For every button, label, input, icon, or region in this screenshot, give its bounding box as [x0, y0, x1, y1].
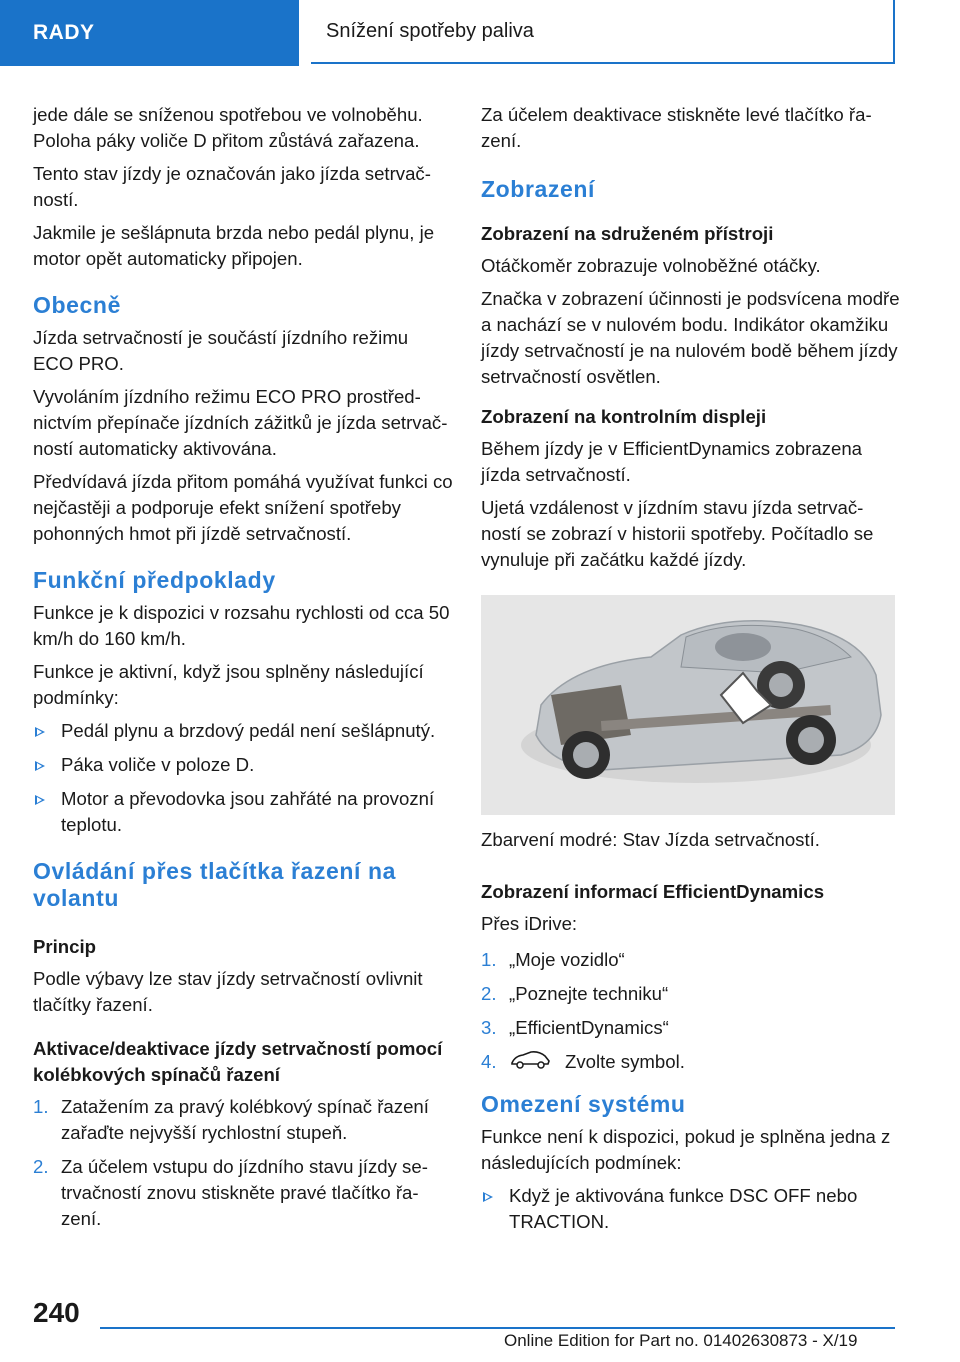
- header-title: Snížení spotřeby paliva: [311, 0, 895, 64]
- list-item: [481, 1049, 901, 1077]
- left-column: [33, 102, 453, 1240]
- step-number: 2.: [33, 1156, 49, 1177]
- conditions-list: [33, 718, 453, 838]
- paragraph: Značka v zobrazení účinnosti je podsvícena modře a nachází se v nulovém bodu. Indikátor okamžiku jízdy setrvačností je na nulovém bodě během jízdy setrvačností osvětlen.: [481, 288, 900, 387]
- heading-funkcni-predpoklady: Funkční předpoklady: [33, 567, 276, 593]
- car-drivetrain-icon: [481, 595, 895, 815]
- car-symbol-icon: [509, 1050, 551, 1077]
- menu-steps-list: [481, 947, 901, 1077]
- paragraph: Otáčkoměr zobrazuje volnoběžné otáčky.: [481, 255, 821, 276]
- list-item-text: Motor a převodovka jsou zahřáté na provozní teplotu.: [61, 788, 435, 835]
- heading-omezeni-systemu: Omezení systému: [481, 1090, 686, 1117]
- triangle-bullet-icon: [35, 795, 45, 805]
- list-item-text: Pedál plynu a brzdový pedál není sešlápnutý.: [61, 720, 436, 741]
- footer-divider: [100, 1327, 895, 1329]
- page-number: 240: [33, 1297, 80, 1328]
- paragraph: Přes iDrive:: [481, 913, 578, 934]
- step-number: 3.: [481, 1017, 497, 1038]
- paragraph: Za účelem deaktivace stiskněte levé tlačítko řa-zení.: [481, 104, 872, 151]
- paragraph: Jakmile je sešlápnuta brzda nebo pedál plynu, je motor opět automaticky připojen.: [33, 222, 435, 269]
- heading-informaci-efficientdynamics: Zobrazení informací EfficientDynamics: [481, 881, 825, 902]
- step-number: 1.: [481, 949, 497, 970]
- step-number: 2.: [481, 983, 497, 1004]
- triangle-bullet-icon: [35, 761, 45, 771]
- paragraph: Funkce je aktivní, když jsou splněny následující podmínky:: [33, 661, 424, 708]
- heading-aktivace: Aktivace/deaktivace jízdy setrvačností pomocí kolébkových spínačů řazení: [33, 1038, 443, 1085]
- triangle-bullet-icon: [483, 1192, 493, 1202]
- paragraph: Funkce je k dispozici v rozsahu rychlosti od cca 50 km/h do 160 km/h.: [33, 602, 450, 649]
- edition-info: Online Edition for Part no. 01402630873 - X/19: [504, 1331, 858, 1350]
- list-item: [33, 786, 453, 838]
- list-item: [33, 1154, 453, 1232]
- heading-ovladani: Ovládání přes tlačítka řazení na volantu: [33, 858, 397, 911]
- limits-list: [481, 1183, 901, 1235]
- heading-zobrazeni: Zobrazení: [481, 176, 596, 202]
- paragraph: Tento stav jízdy je označován jako jízda setrvač-ností.: [33, 163, 431, 210]
- header-section: RADY: [0, 0, 299, 66]
- list-item: [481, 1183, 901, 1235]
- paragraph: Během jízdy je v EfficientDynamics zobrazena jízda setrvačností.: [481, 438, 862, 485]
- list-item: [481, 1015, 901, 1041]
- list-item-text: Zvolte symbol.: [565, 1051, 685, 1072]
- list-item-text: Za účelem vstupu do jízdního stavu jízdy se-trvačností znovu stiskněte pravé tlačítko řa-zení.: [61, 1156, 428, 1229]
- list-item-text: „EfficientDynamics“: [509, 1017, 669, 1038]
- list-item-text: Zatažením za pravý kolébkový spínač řazení zařaďte nejvyšší rychlostní stupeň.: [61, 1096, 429, 1143]
- paragraph: Funkce není k dispozici, pokud je splněna jedna z následujících podmínek:: [481, 1125, 891, 1173]
- heading-obecne: Obecně: [33, 292, 121, 318]
- steps-list: [33, 1094, 453, 1232]
- list-item: [481, 947, 901, 973]
- paragraph: Podle výbavy lze stav jízdy setrvačností ovlivnit tlačítky řazení.: [33, 968, 423, 1015]
- list-item-text: „Poznejte techniku“: [509, 983, 669, 1004]
- triangle-bullet-icon: [35, 727, 45, 737]
- paragraph: Ujetá vzdálenost v jízdním stavu jízda setrvač-ností se zobrazí v historii spotřeby. Počítadlo se vynuluje při začátku každé jízdy.: [481, 497, 874, 570]
- list-item: [481, 981, 901, 1007]
- paragraph: jede dále se sníženou spotřebou ve volnoběhu. Poloha páky voliče D přitom zůstává zařazena.: [33, 104, 423, 151]
- list-item: [33, 718, 453, 744]
- paragraph: Předvídavá jízda přitom pomáhá využívat funkci co nejčastěji a podporuje efekt snížení spotřeby pohonných hmot při jízdě setrvačností.: [33, 471, 453, 544]
- right-column: [481, 102, 901, 1243]
- list-item-text: „Moje vozidlo“: [509, 949, 625, 970]
- list-item-text: Páka voliče v poloze D.: [61, 754, 255, 775]
- paragraph: Vyvoláním jízdního režimu ECO PRO prostřed-nictvím přepínače jízdních zážitků je jízda setrvač-ností automaticky aktivována.: [33, 386, 448, 459]
- list-item-text: Když je aktivována funkce DSC OFF nebo TRACTION.: [509, 1184, 858, 1232]
- paragraph: Jízda setrvačností je součástí jízdního režimu ECO PRO.: [33, 327, 409, 374]
- heading-kontrolnim-displeji: Zobrazení na kontrolním displeji: [481, 406, 767, 427]
- heading-sdruzenem-pristroji: Zobrazení na sdruženém přístroji: [481, 223, 774, 244]
- list-item: [33, 752, 453, 778]
- figure-caption: Zbarvení modré: Stav Jízda setrvačností.: [481, 829, 820, 850]
- heading-princip: Princip: [33, 936, 97, 957]
- step-number: 1.: [33, 1096, 49, 1117]
- list-item: [33, 1094, 453, 1146]
- car-illustration: [481, 595, 895, 815]
- step-number: 4.: [481, 1051, 497, 1072]
